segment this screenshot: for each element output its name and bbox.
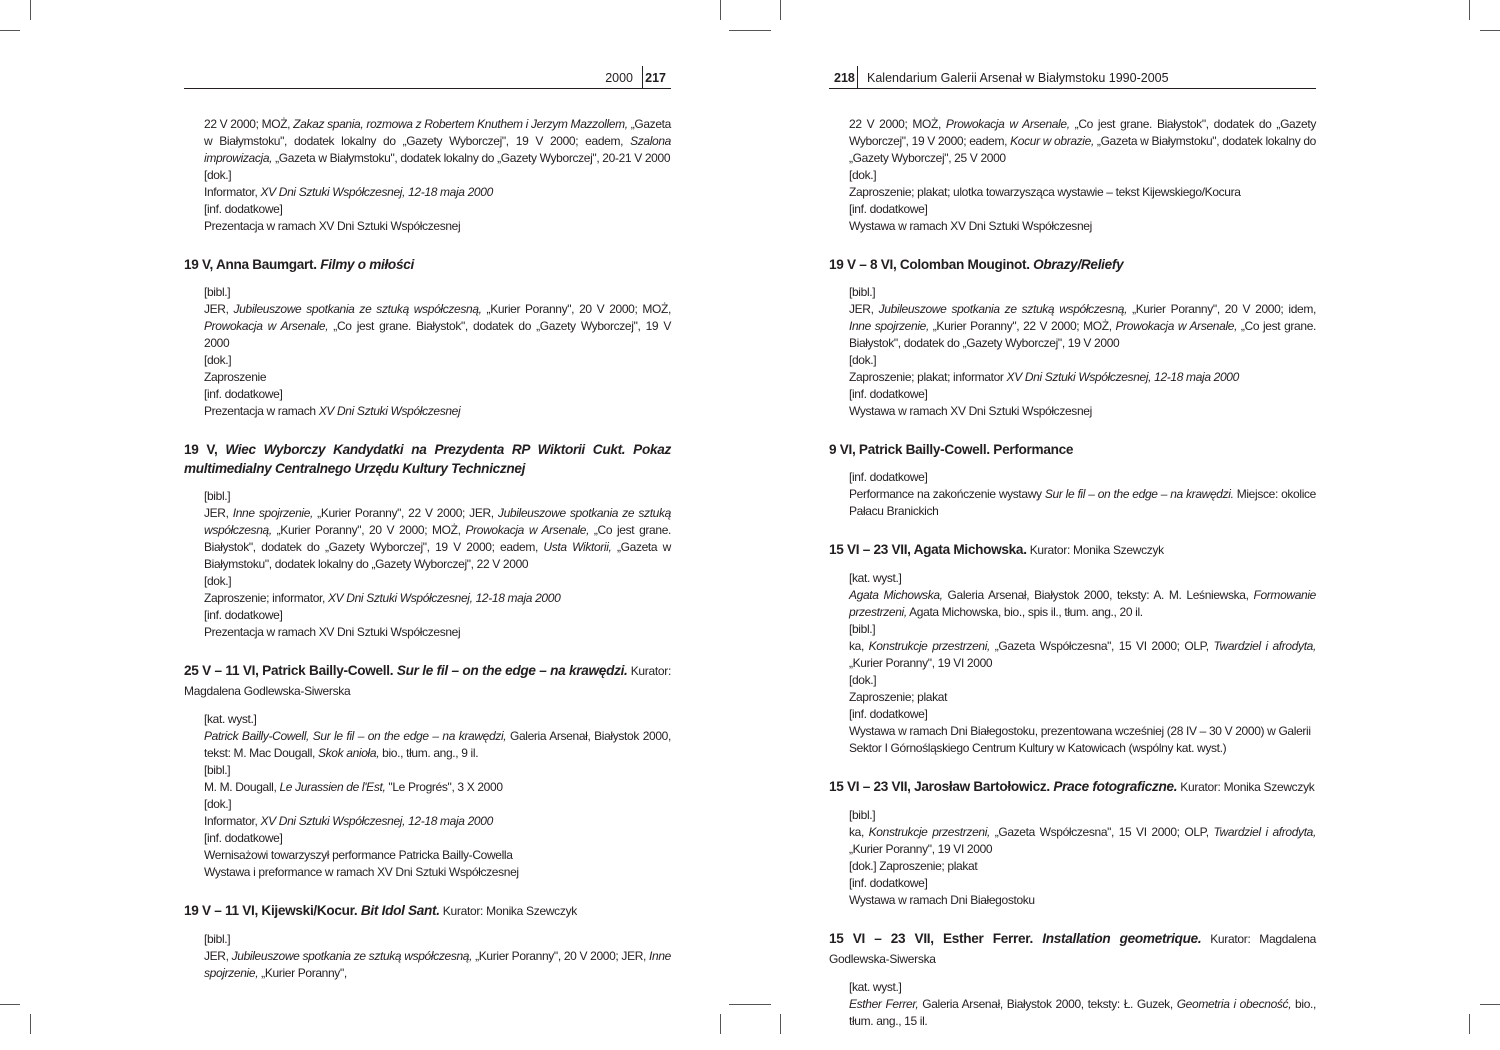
entry-date-artist: 19 V, Anna Baumgart.: [184, 257, 321, 272]
entry-date-artist: 25 V – 11 VI, Patrick Bailly-Cowell.: [184, 663, 397, 678]
text-run: XV Dni Sztuki Współczesnej: [318, 404, 461, 418]
crop-mark: [0, 30, 20, 31]
text-run: „Gazeta w Białymstoku", dodatek lokalny do „Gazety Wyborczej", 20-21 V 2000: [272, 151, 671, 165]
text-run: „Kurier Poranny", 19 VI 2000: [849, 842, 993, 856]
text-run: [inf. dodatkowe]: [204, 387, 283, 401]
entry-body: [184, 116, 671, 235]
text-run: XV Dni Sztuki Współczesnej, 12-18 maja 2000: [1006, 370, 1239, 384]
text-run: Prezentacja w ramach XV Dni Sztuki Współczesnej: [204, 219, 461, 233]
entry-line: [849, 979, 1316, 996]
text-run: Szalona improwizacja,: [204, 134, 671, 165]
text-run: [dok.]: [849, 353, 877, 367]
text-run: Zaproszenie; plakat: [849, 690, 948, 704]
entry-line: [204, 711, 671, 728]
entry-body: [829, 979, 1316, 1030]
text-run: Informator,: [204, 814, 261, 828]
entry-line: [849, 184, 1316, 201]
entry-line: [204, 352, 671, 369]
entry-body: [184, 488, 671, 641]
entry-line: [849, 167, 1316, 184]
text-run: „Co jest grane. Białystok", dodatek do „Gazety Wyborczej", 19 V 2000; eadem,: [849, 117, 1316, 148]
right-page-content: [829, 116, 1316, 1030]
text-run: [bibl.]: [849, 285, 876, 299]
entry-line: [204, 284, 671, 301]
entry-line: [204, 813, 671, 830]
entry-line: [204, 201, 671, 218]
entry-line: [849, 858, 1316, 875]
text-run: Konstrukcje przestrzeni,: [868, 825, 991, 839]
entry-line: [849, 807, 1316, 824]
text-run: Skok anioła,: [318, 746, 380, 760]
text-run: Formowanie przestrzeni,: [849, 588, 1316, 619]
text-run: [bibl.]: [204, 285, 231, 299]
text-run: Prezentacja w ramach XV Dni Sztuki Współczesnej: [204, 625, 461, 639]
left-page-number: 217: [645, 71, 666, 85]
crop-mark: [1469, 0, 1470, 20]
calendar-entry: [184, 901, 671, 982]
left-page-header: [184, 60, 671, 89]
text-run: „Co jest grane. Białystok", dodatek do „Gazety Wyborczej", 19 V 2000: [204, 319, 672, 350]
text-run: Kocur w obrazie,: [1010, 134, 1094, 148]
text-run: JER,: [204, 506, 233, 520]
text-run: „Gazeta Współczesna", 15 VI 2000; OLP,: [990, 825, 1214, 839]
text-run: Inne spojrzenie,: [232, 506, 314, 520]
text-run: [bibl.]: [204, 489, 231, 503]
crop-mark: [30, 1014, 31, 1034]
text-run: Informator,: [204, 185, 261, 199]
entry-body: [184, 284, 671, 420]
text-run: Jubileuszowe spotkania ze sztuką współczesną,: [233, 302, 482, 316]
entry-line: [849, 386, 1316, 403]
text-run: Wystawa w ramach Dni Białegostoku: [849, 893, 1035, 907]
entry-heading: [829, 540, 1316, 560]
entry-line: [204, 505, 671, 573]
text-run: bio., tłum. ang., 9 il.: [379, 746, 479, 760]
text-run: [bibl.]: [849, 808, 876, 822]
crop-mark: [729, 1004, 771, 1005]
text-run: Geometria i obecność,: [1176, 997, 1292, 1011]
text-run: M. M. Dougall,: [204, 780, 280, 794]
text-run: „Kurier Poranny", 20 V 2000; MOŻ,: [481, 302, 671, 316]
entry-line: [849, 403, 1316, 420]
entry-line: [204, 931, 671, 948]
entry-body: [184, 931, 671, 982]
entry-body: [829, 469, 1316, 520]
text-run: "Le Progrés", 3 X 2000: [385, 780, 503, 794]
entry-line: [204, 796, 671, 813]
text-run: XV Dni Sztuki Współczesnej, 12-18 maja 2000: [260, 185, 493, 199]
entry-line: [849, 352, 1316, 369]
entry-line: [849, 587, 1316, 621]
entry-line: [204, 218, 671, 235]
entry-curator: Kurator: Monika Szewczyk: [1177, 780, 1315, 794]
entry-curator: Kurator: Magdalena Godlewska-Siwerska: [184, 664, 672, 698]
right-page-header: [829, 60, 1316, 89]
calendar-entry: [184, 116, 671, 235]
entry-line: [849, 672, 1316, 689]
text-run: „Gazeta w Białymstoku", dodatek lokalny do „Gazety Wyborczej", 25 V 2000: [849, 134, 1316, 165]
text-run: [inf. dodatkowe]: [204, 831, 283, 845]
text-run: [dok.]: [849, 168, 877, 182]
text-run: Sur le fil – on the edge – na krawędzi.: [1044, 487, 1234, 501]
entry-line: [849, 723, 1316, 757]
header-year: 2000: [605, 71, 633, 85]
text-run: Prezentacja w ramach: [204, 404, 319, 418]
entry-heading: [184, 440, 671, 478]
entry-line: [204, 369, 671, 386]
entry-line: [204, 864, 671, 881]
text-run: Zaproszenie: [204, 370, 267, 384]
entry-curator: Kurator: Monika Szewczyk: [439, 904, 577, 918]
calendar-entry: [829, 440, 1316, 520]
entry-curator: Kurator: Magdalena Godlewska-Siwerska: [829, 932, 1316, 966]
text-run: Twardziel i afrodyta,: [1213, 825, 1316, 839]
text-run: Zakaz spania, rozmowa z Robertem Knuthem i Jerzym Mazzollem,: [293, 117, 628, 131]
text-run: Patrick Bailly-Cowell, Sur le fil – on the edge – na krawędzi,: [204, 729, 507, 743]
right-page: [829, 60, 1316, 1050]
crop-mark: [720, 0, 721, 20]
text-run: „Kurier Poranny", 20 V 2000; MOŻ,: [271, 523, 466, 537]
text-run: [bibl.]: [849, 622, 876, 636]
text-run: [inf. dodatkowe]: [204, 608, 283, 622]
text-run: Twardziel i afrodyta,: [1213, 639, 1316, 653]
text-run: „Gazeta Współczesna", 15 VI 2000; OLP,: [990, 639, 1214, 653]
entry-line: [204, 184, 671, 201]
calendar-entry: [184, 661, 671, 881]
entry-heading: [829, 929, 1316, 969]
text-run: „Kurier Poranny", 20 V 2000; idem,: [1127, 302, 1316, 316]
crop-mark: [0, 1004, 20, 1005]
left-page: [184, 60, 671, 1002]
text-run: [inf. dodatkowe]: [204, 202, 283, 216]
text-run: [inf. dodatkowe]: [849, 707, 928, 721]
entry-line: [849, 284, 1316, 301]
text-run: [kat. wyst.]: [849, 571, 902, 585]
entry-title: Bit Idol Sant.: [360, 903, 440, 918]
text-run: Wystawa w ramach Dni Białegostoku, prezentowana wcześniej (28 IV – 30 V 2000) w Galerii Sektor I Górnośląskiego Centrum Kultury w Katowicach (wspólny kat. wyst.): [849, 724, 1311, 755]
entry-heading: [184, 901, 671, 921]
entry-line: [849, 621, 1316, 638]
text-run: [bibl.]: [204, 932, 231, 946]
entry-line: [849, 301, 1316, 352]
entry-line: [849, 638, 1316, 672]
entry-line: [204, 847, 671, 864]
text-run: Miejsce: okolice Pałacu Branickich: [849, 487, 1316, 518]
entry-line: [849, 469, 1316, 486]
entry-heading: [829, 440, 1316, 459]
calendar-entry: [829, 540, 1316, 757]
entry-line: [849, 486, 1316, 520]
text-run: Esther Ferrer,: [849, 997, 919, 1011]
entry-title: Installation geometrique.: [1042, 931, 1202, 946]
calendar-entry: [829, 929, 1316, 1030]
text-run: Jubileuszowe spotkania ze sztuką współczesną,: [231, 949, 473, 963]
crop-mark: [1480, 1004, 1500, 1005]
entry-date-artist: 15 VI – 23 VII, Jarosław Bartołowicz.: [829, 779, 1054, 794]
text-run: Zaproszenie; plakat; informator: [849, 370, 1007, 384]
entry-line: [204, 386, 671, 403]
entry-line: [849, 996, 1316, 1030]
text-run: [kat. wyst.]: [204, 712, 257, 726]
text-run: JER,: [204, 302, 234, 316]
text-run: „Kurier Poranny", 19 VI 2000: [849, 656, 993, 670]
entry-body: [829, 570, 1316, 757]
entry-body: [184, 711, 671, 881]
text-run: Wystawa w ramach XV Dni Sztuki Współczesnej: [849, 404, 1092, 418]
text-run: Agata Michowska,: [849, 588, 943, 602]
text-run: „Kurier Poranny", 20 V 2000; JER,: [472, 949, 650, 963]
entry-line: [849, 706, 1316, 723]
entry-line: [204, 116, 671, 167]
text-run: Prowokacja w Arsenale,: [204, 319, 329, 333]
header-separator: [857, 66, 858, 88]
crop-mark: [1469, 1014, 1470, 1034]
text-run: JER,: [204, 949, 232, 963]
text-run: [dok.]: [204, 797, 232, 811]
calendar-entry: [184, 440, 671, 641]
running-title: Kalendarium Galerii Arsenał w Białymstoku 1990-2005: [867, 71, 1169, 85]
entry-date-artist: 15 VI – 23 VII, Esther Ferrer.: [829, 931, 1043, 946]
entry-line: [204, 728, 671, 762]
entry-date-artist: 15 VI – 23 VII, Agata Michowska.: [829, 542, 1027, 557]
entry-line: [204, 779, 671, 796]
text-run: Galeria Arsenał, Białystok 2000, teksty: A. M. Leśniewska,: [942, 588, 1254, 602]
entry-line: [849, 218, 1316, 235]
text-run: Le Jurassien de l'Est,: [279, 780, 386, 794]
entry-line: [849, 875, 1316, 892]
text-run: Usta Wiktorii,: [543, 540, 612, 554]
entry-body: [829, 116, 1316, 235]
entry-heading: [829, 777, 1316, 797]
entry-body: [829, 284, 1316, 420]
text-run: „Co jest grane. Białystok", dodatek do „Gazety Wyborczej", 19 V 2000: [849, 319, 1316, 350]
text-run: [dok.]: [204, 353, 232, 367]
entry-curator: Kurator: Monika Szewczyk: [1026, 543, 1164, 557]
text-run: [dok.] Zaproszenie; plakat: [849, 859, 978, 873]
text-run: bio., tłum. ang., 15 il.: [849, 997, 1316, 1028]
crop-mark: [720, 1014, 721, 1034]
text-run: JER,: [849, 302, 879, 316]
text-run: „Gazeta w Białymstoku", dodatek lokalny do „Gazety Wyborczej", 19 V 2000; eadem,: [204, 117, 671, 148]
text-run: Prowokacja w Arsenale,: [945, 117, 1070, 131]
entry-date-artist: 19 V – 11 VI, Kijewski/Kocur.: [184, 903, 361, 918]
entry-date-artist: 19 V – 8 VI, Colomban Mouginot.: [829, 257, 1034, 272]
text-run: „Gazeta w Białymstoku", dodatek lokalny do „Gazety Wyborczej", 22 V 2000: [204, 540, 671, 571]
entry-line: [204, 488, 671, 505]
text-run: Wernisażowi towarzyszył performance Patricka Bailly-Cowella: [204, 848, 513, 862]
entry-line: [204, 830, 671, 847]
text-run: „Kurier Poranny",: [258, 966, 347, 980]
crop-mark: [780, 0, 781, 20]
text-run: ka,: [849, 825, 869, 839]
text-run: [bibl.]: [204, 763, 231, 777]
text-run: „Co jest grane. Białystok", dodatek do „Gazety Wyborczej", 19 V 2000; eadem,: [204, 523, 672, 554]
text-run: [dok.]: [849, 673, 877, 687]
entry-line: [849, 824, 1316, 858]
entry-line: [204, 573, 671, 590]
entry-line: [204, 624, 671, 641]
calendar-entry: [829, 116, 1316, 235]
entry-line: [849, 892, 1316, 909]
entry-line: [849, 369, 1316, 386]
entry-heading: [829, 255, 1316, 274]
calendar-entry: [829, 777, 1316, 909]
text-run: XV Dni Sztuki Współczesnej, 12-18 maja 2000: [327, 591, 561, 605]
entry-date-artist: 9 VI, Patrick Bailly-Cowell. Performance: [829, 442, 1074, 457]
text-run: Jubileuszowe spotkania ze sztuką współczesną,: [204, 506, 671, 537]
text-run: [kat. wyst.]: [849, 980, 902, 994]
text-run: XV Dni Sztuki Współczesnej, 12-18 maja 2000: [260, 814, 493, 828]
text-run: Prowokacja w Arsenale,: [465, 523, 590, 537]
text-run: Agata Michowska, bio., spis il., tłum. ang., 20 il.: [906, 605, 1143, 619]
crop-mark: [1480, 30, 1500, 31]
text-run: Zaproszenie; plakat; ulotka towarzysząca wystawie – tekst Kijewskiego/Kocura: [849, 185, 1241, 199]
entry-line: [204, 948, 671, 982]
entry-heading: [184, 255, 671, 274]
text-run: Wystawa i preformance w ramach XV Dni Sztuki Współczesnej: [204, 865, 519, 879]
entry-title: Sur le fil – on the edge – na krawędzi.: [396, 663, 628, 678]
text-run: [dok.]: [204, 574, 232, 588]
entry-line: [204, 403, 671, 420]
entry-title: Filmy o miłości: [320, 257, 414, 272]
entry-body: [829, 807, 1316, 909]
crop-mark: [780, 1014, 781, 1034]
entry-line: [849, 116, 1316, 167]
text-run: Jubileuszowe spotkania ze sztuką współczesną,: [878, 302, 1128, 316]
text-run: Prowokacja w Arsenale,: [1115, 319, 1238, 333]
text-run: Wystawa w ramach XV Dni Sztuki Współczesnej: [849, 219, 1092, 233]
text-run: [inf. dodatkowe]: [849, 387, 928, 401]
text-run: Zaproszenie; informator,: [204, 591, 328, 605]
text-run: [inf. dodatkowe]: [849, 876, 928, 890]
entry-line: [204, 607, 671, 624]
right-page-number: 218: [834, 71, 855, 85]
entry-line: [204, 301, 671, 352]
calendar-entry: [184, 255, 671, 420]
text-run: 22 V 2000; MOŻ,: [204, 117, 294, 131]
text-run: Inne spojrzenie,: [849, 319, 929, 333]
text-run: Inne spojrzenie,: [204, 949, 672, 980]
calendar-entry: [829, 255, 1316, 420]
entry-line: [204, 167, 671, 184]
entry-title: Prace fotograficzne.: [1053, 779, 1178, 794]
text-run: [inf. dodatkowe]: [849, 202, 928, 216]
entry-title: Obrazy/Reliefy: [1033, 257, 1124, 272]
entry-date-artist: 19 V,: [184, 442, 226, 457]
text-run: ka,: [849, 639, 869, 653]
entry-line: [849, 570, 1316, 587]
text-run: 22 V 2000; MOŻ,: [849, 117, 946, 131]
crop-mark: [729, 30, 771, 31]
entry-line: [204, 762, 671, 779]
text-run: „Kurier Poranny", 22 V 2000; JER,: [313, 506, 498, 520]
entry-heading: [184, 661, 671, 701]
entry-title: Wiec Wyborczy Kandydatki na Prezydenta RP Wiktorii Cukt. Pokaz multimedialny Centralnego Urzędu Kultury Technicznej: [184, 442, 671, 476]
entry-line: [849, 201, 1316, 218]
text-run: Performance na zakończenie wystawy: [849, 487, 1045, 501]
text-run: [inf. dodatkowe]: [849, 470, 928, 484]
header-separator: [642, 66, 643, 88]
text-run: [dok.]: [204, 168, 232, 182]
text-run: Konstrukcje przestrzeni,: [868, 639, 991, 653]
text-run: Galeria Arsenał, Białystok 2000, tekst: M. Mac Dougall,: [204, 729, 671, 760]
entry-line: [204, 590, 671, 607]
text-run: „Kurier Poranny", 22 V 2000; MOŻ,: [928, 319, 1116, 333]
entry-line: [849, 689, 1316, 706]
left-page-content: [184, 116, 671, 982]
text-run: Galeria Arsenał, Białystok 2000, teksty: Ł. Guzek,: [918, 997, 1177, 1011]
crop-mark: [30, 0, 31, 20]
